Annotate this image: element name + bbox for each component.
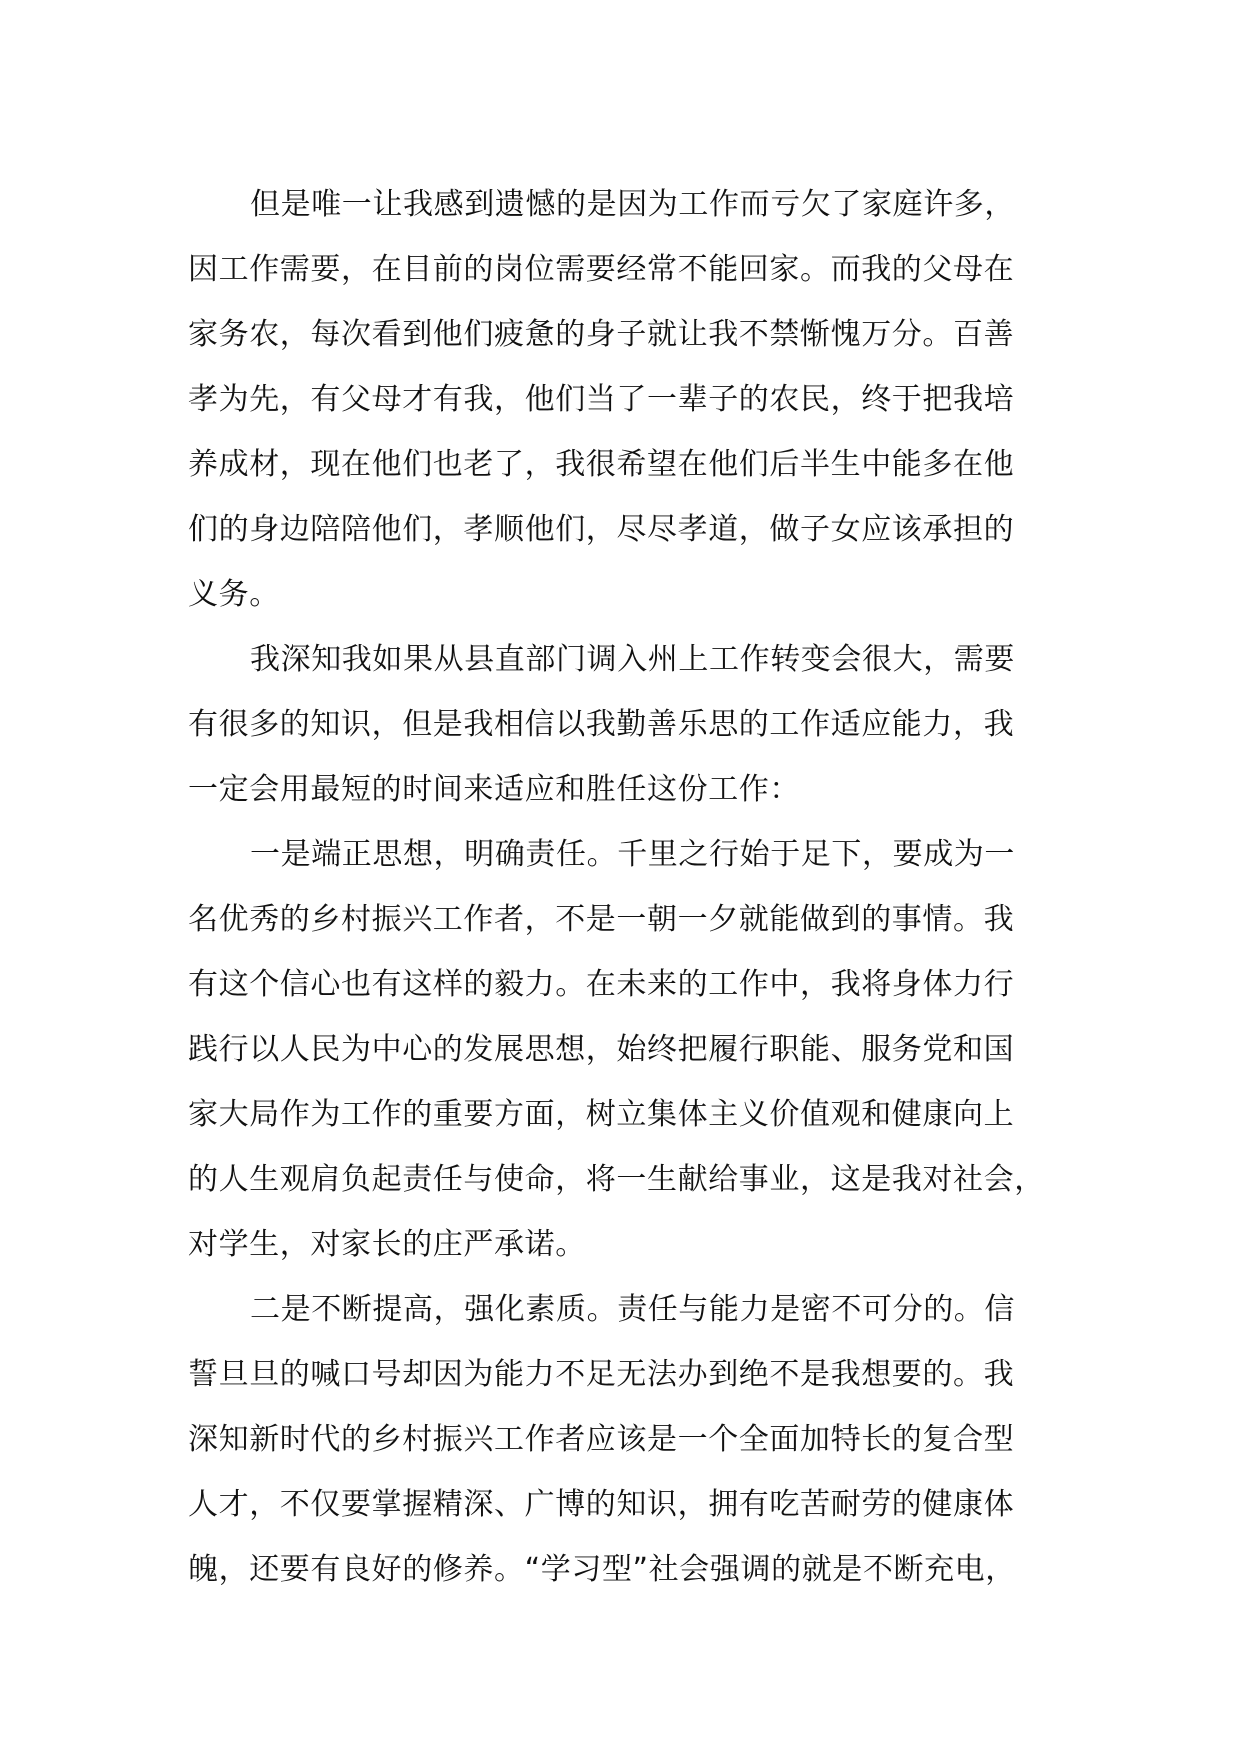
paragraph-3-line-6: 的人生观肩负起责任与使命，将一生献给事业，这是我对社会， [188,1162,1045,1197]
paragraph-1-line-2: 因工作需要，在目前的岗位需要经常不能回家。而我的父母在 [188,252,1015,287]
paragraph-1-line-7: 义务。 [188,577,280,612]
paragraph-2-line-1: 我深知我如果从县直部门调入州上工作转变会很大，需要 [250,642,1015,677]
paragraph-3-line-5: 家大局作为工作的重要方面，树立集体主义价值观和健康向上 [188,1097,1015,1132]
paragraph-4-line-4: 人才，不仅要掌握精深、广博的知识，拥有吃苦耐劳的健康体 [188,1487,1015,1522]
paragraph-2-line-2: 有很多的知识，但是我相信以我勤善乐思的工作适应能力，我 [188,707,1015,742]
paragraph-1-line-6: 们的身边陪陪他们，孝顺他们，尽尽孝道，做子女应该承担的 [188,512,1015,547]
paragraph-3-line-4: 践行以人民为中心的发展思想，始终把履行职能、服务党和国 [188,1032,1015,1067]
paragraph-3-line-1: 一是端正思想，明确责任。千里之行始于足下，要成为一 [250,837,1015,872]
paragraph-4-line-5: 魄，还要有良好的修养。“学习型”社会强调的就是不断充电， [188,1552,1016,1587]
paragraph-4-line-2: 誓旦旦的喊口号却因为能力不足无法办到绝不是我想要的。我 [188,1357,1015,1392]
paragraph-3-line-2: 名优秀的乡村振兴工作者，不是一朝一夕就能做到的事情。我 [188,902,1015,937]
paragraph-2-line-3: 一定会用最短的时间来适应和胜任这份工作： [188,772,800,807]
paragraph-1-line-5: 养成材，现在他们也老了，我很希望在他们后半生中能多在他 [188,447,1015,482]
paragraph-1-line-1: 但是唯一让我感到遗憾的是因为工作而亏欠了家庭许多， [250,187,1015,222]
paragraph-1-line-4: 孝为先，有父母才有我，他们当了一辈子的农民，终于把我培 [188,382,1015,417]
paragraph-1-line-3: 家务农，每次看到他们疲惫的身子就让我不禁惭愧万分。百善 [188,317,1015,352]
paragraph-4-line-1: 二是不断提高，强化素质。责任与能力是密不可分的。信 [250,1292,1015,1327]
document-body [188,172,1088,1602]
paragraph-3-line-3: 有这个信心也有这样的毅力。在未来的工作中，我将身体力行 [188,967,1015,1002]
paragraph-3-line-7: 对学生，对家长的庄严承诺。 [188,1227,586,1262]
paragraph-4-line-3: 深知新时代的乡村振兴工作者应该是一个全面加特长的复合型 [188,1422,1015,1457]
